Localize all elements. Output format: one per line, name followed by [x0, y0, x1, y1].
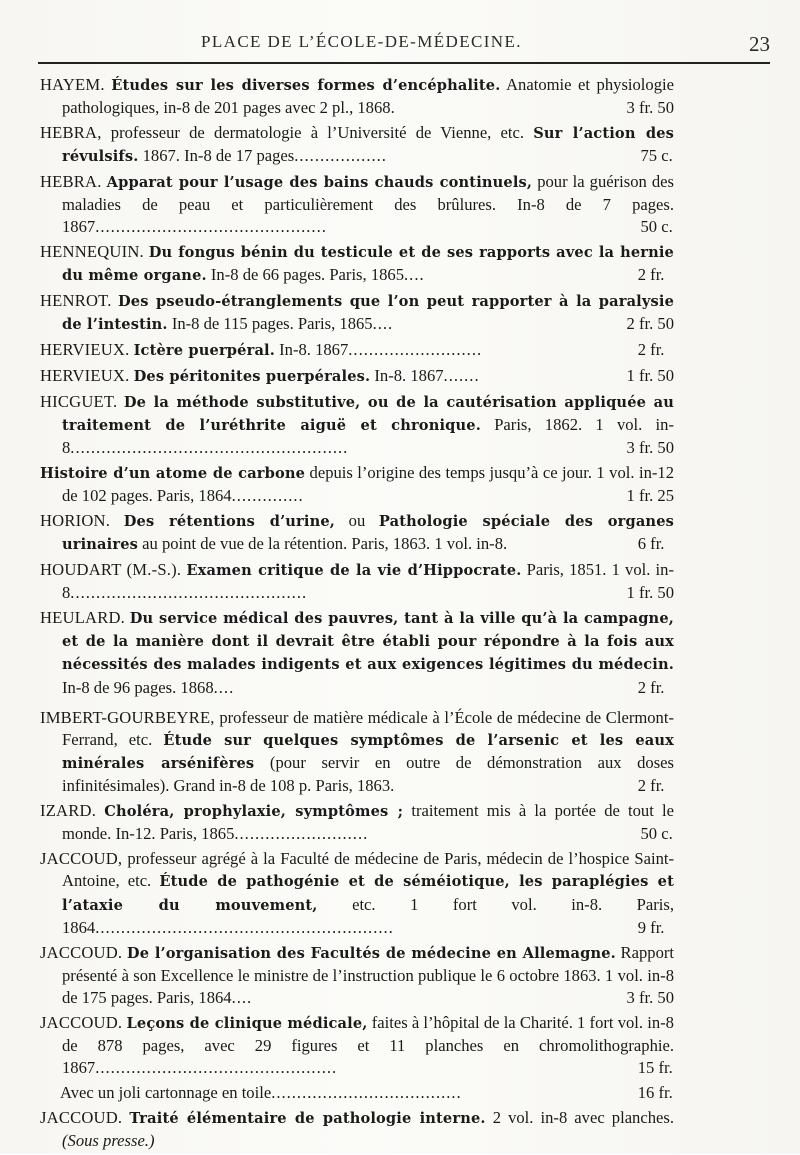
dot-leader: .......................... — [348, 340, 483, 360]
catalog-entry — [40, 365, 674, 388]
entry-title: Ictère puerpéral. — [133, 342, 275, 360]
entry-title: De l’organisation des Facultés de médecine en Allemagne. — [126, 944, 616, 962]
dot-leader: .... — [404, 265, 425, 285]
entry-price: 3 fr. 50 — [626, 988, 674, 1008]
page-number: 23 — [749, 32, 770, 56]
entry-author: JACCOUD. — [40, 1012, 123, 1032]
entry-description: 1867. In-8 de 17 pages — [142, 146, 295, 166]
entry-price: 3 fr. 50 — [626, 98, 674, 118]
entry-price: 75 c. — [640, 146, 673, 166]
dot-leader: .................. — [294, 146, 387, 166]
dot-leader: ..................................... — [271, 1083, 462, 1103]
entry-title: Étude de pathogénie et de séméiotique, les paraplégies et l’ataxie du mouvement, — [62, 873, 675, 914]
dot-leader: .... — [213, 677, 235, 697]
dot-leader: .............................................. — [70, 583, 308, 603]
dot-leader: .......................................................... — [95, 917, 394, 937]
entry-title: Du fongus bénin du testicule et de ses rapports avec la hernie du même organe. — [62, 244, 674, 285]
entry-author: HERVIEUX. — [40, 340, 130, 360]
entry-price: 1 fr. 25 — [626, 486, 674, 506]
catalog-entry — [40, 74, 674, 119]
catalog-entry — [40, 241, 674, 287]
entry-title-secondary: Pathologie spéciale des organes urinaires — [62, 513, 674, 554]
page-header — [38, 28, 770, 62]
catalog-entry — [40, 1107, 674, 1152]
entry-price: 2 fr. — [637, 776, 665, 796]
entry-price: 2 fr. — [637, 677, 665, 697]
catalog-entry — [40, 171, 674, 239]
entry-title: Leçons de clinique médicale, — [126, 1014, 368, 1032]
catalog-entry — [40, 462, 674, 507]
entry-title: Traité élémentaire de pathologie interne. — [129, 1109, 486, 1127]
entry-price: 1 fr. 50 — [626, 366, 674, 385]
entry-description: Paris, 1851. 1 vol. in-8 — [62, 560, 674, 603]
catalog-entry — [40, 848, 674, 939]
entry-author: JACCOUD. — [40, 942, 123, 962]
dot-leader: .... — [372, 314, 394, 334]
entry-price: 3 fr. 50 — [626, 438, 674, 458]
entry-description: au point de vue de la rétention. Paris, 1863. 1 vol. in-8. — [142, 534, 508, 554]
entry-description: Anatomie et physiologie pathologiques, in-8 de 201 pages avec 2 pl., 1868. — [62, 75, 674, 118]
entry-title: Apparat pour l’usage des bains chauds continuels, — [106, 174, 533, 191]
catalog-entry — [40, 800, 674, 845]
entry-title: Sur l’action des révulsifs. — [62, 125, 675, 166]
catalog-entries — [40, 74, 674, 1155]
header-rule — [38, 62, 770, 64]
catalog-entry — [40, 559, 674, 604]
entry-author: HENNEQUIN. — [40, 242, 144, 262]
entry-author-note: professeur agrégé à la Faculté de médecine de Paris, médecin de l’hospice Saint-Antoine, etc. — [62, 849, 674, 891]
entry-description: Rapport présenté à son Excellence le ministre de l’instruction publique le 6 octobre 1863. 1 vol. in-8 de 175 pages. Paris, 1864 — [62, 942, 675, 1008]
catalog-entry — [40, 510, 674, 556]
entry-description: faites à l’hôpital de la Charité. 1 fort vol. in-8 de 878 pages, avec 29 figures et 11 planches en chromolithographie. 1867 — [62, 1012, 674, 1078]
dot-leader: .............. — [231, 486, 304, 506]
entry-note: (Sous presse.) — [62, 1131, 155, 1151]
entry-author-note: professeur de dermatologie à l’Université de Vienne, etc. — [110, 123, 525, 142]
entry-price: 9 fr. — [637, 917, 665, 937]
entry-description: In-8. 1867 — [374, 366, 444, 385]
entry-title: Examen critique de la vie d’Hippocrate. — [186, 562, 522, 579]
entry-title: Des rétentions d’urine, — [123, 513, 336, 530]
catalog-entry — [40, 290, 674, 336]
entry-description: etc. 1 fort vol. in-8. Paris, 1864 — [62, 894, 674, 937]
entry-price: 6 fr. — [637, 534, 665, 554]
entry-price: 2 fr. — [637, 265, 665, 285]
entry-description: Paris, 1862. 1 vol. in-8 — [62, 415, 674, 458]
catalog-entry — [40, 1012, 674, 1080]
entry-title: Choléra, prophylaxie, symptômes ; — [104, 803, 404, 821]
entry-author: HENROT. — [40, 291, 112, 311]
entry-description: 2 vol. in-8 avec planches. — [492, 1107, 674, 1127]
entry-author: HAYEM. — [40, 75, 105, 94]
entry-title: Étude sur quelques symptômes de l’arsenic et les eaux minérales arsénifères — [62, 732, 675, 773]
running-title: PLACE DE L’ÉCOLE-DE-MÉDECINE. — [201, 32, 522, 51]
catalog-entry — [40, 942, 674, 1010]
entry-author: HEULARD. — [40, 608, 126, 627]
entry-title: Des péritonites puerpérales. — [133, 368, 371, 385]
entry-author: HEBRA, — [40, 123, 102, 142]
entry-title: De la méthode substitutive, ou de la cautérisation appliquée au traitement de l’uréthrite aiguë et chronique. — [62, 393, 674, 434]
entry-price: 50 c. — [640, 217, 673, 237]
entry-description: In-8 de 96 pages. 1868 — [62, 677, 214, 697]
entry-title: Des pseudo-étranglements que l’on peut rapporter à la paralysie de l’intestin. — [62, 293, 674, 334]
entry-author: JACCOUD. — [40, 1107, 123, 1127]
entry-conjunction: ou — [348, 511, 366, 530]
dot-leader: ...................................................... — [70, 438, 349, 458]
dot-leader: ....... — [443, 366, 480, 385]
catalog-entry — [40, 391, 674, 460]
entry-title: Histoire d’un atome de carbone — [40, 465, 306, 482]
entry-price: 50 c. — [640, 824, 673, 844]
entry-author: IMBERT-GOURBEYRE, — [40, 707, 215, 727]
entry-description: (pour servir en outre de démonstration aux doses infinitésimales). Grand in-8 de 108 p. Paris, 1863. — [62, 753, 675, 796]
dot-leader: ............................................... — [95, 1058, 338, 1078]
entry-author: HEBRA. — [40, 172, 102, 191]
entry-author: HICGUET. — [40, 391, 118, 411]
entry-price: 2 fr. 50 — [626, 314, 674, 334]
entry-author: JACCOUD, — [40, 849, 123, 869]
entry-author: HORION. — [40, 511, 111, 530]
entry-title: Du service médical des pauvres, tant à la ville qu’à la campagne, et de la manière dont il devrait être établi pour répondre à la fois aux nécessités des malades indigents et aux exigences légitimes du médecin. — [62, 610, 674, 674]
entry-description: In-8 de 66 pages. Paris, 1865 — [210, 265, 405, 285]
entry-author: HERVIEUX. — [40, 366, 130, 385]
entry-author: IZARD. — [40, 801, 97, 821]
catalog-entry — [40, 122, 674, 168]
catalog-entry — [40, 339, 674, 362]
subentry-price: 16 fr. — [637, 1083, 673, 1103]
entry-description: In-8 de 115 pages. Paris, 1865 — [171, 314, 373, 334]
entry-description: traitement mis à la portée de tout le monde. In-12. Paris, 1865 — [62, 801, 674, 844]
dot-leader: .... — [231, 988, 253, 1008]
dot-leader: .......................... — [234, 824, 369, 844]
entry-author: HOUDART (M.-S.). — [40, 560, 182, 579]
entry-author-note: professeur de matière médicale à l’École de médecine de Clermont-Ferrand, etc. — [62, 707, 674, 750]
entry-title: Études sur les diverses formes d’encéphalite. — [111, 77, 501, 94]
entry-price: 2 fr. — [637, 340, 665, 360]
entry-price: 15 fr. — [637, 1058, 673, 1078]
entry-description: In-8. 1867 — [279, 340, 349, 360]
entry-description: depuis l’origine des temps jusqu’à ce jour. 1 vol. in-12 de 102 pages. Paris, 1864 — [62, 463, 674, 506]
catalog-entry — [40, 607, 674, 699]
entry-price: 1 fr. 50 — [626, 583, 674, 603]
catalog-subentry — [40, 1082, 674, 1104]
dot-leader: ............................................. — [95, 217, 327, 237]
entry-description: pour la guérison des maladies de peau et particulièrement des brûlures. In-8 de 7 pages. 1867 — [62, 172, 674, 237]
subentry-description: Avec un joli cartonnage en toile — [60, 1083, 272, 1103]
catalog-entry — [40, 707, 674, 798]
